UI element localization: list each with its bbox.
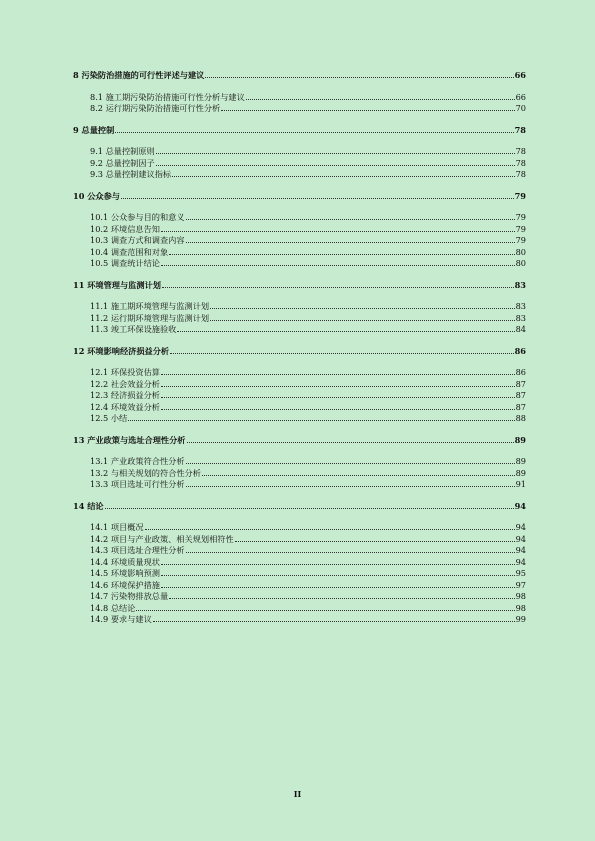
dot-leader: [186, 456, 515, 464]
toc-section-entry[interactable]: [73, 468, 526, 480]
toc-section-entry[interactable]: [73, 146, 526, 158]
dot-leader: [187, 435, 514, 443]
toc-entry-page: 89: [515, 456, 526, 466]
dot-leader: [170, 346, 513, 354]
toc-entry-page: 66: [514, 70, 526, 80]
toc-entry-page: 94: [515, 545, 526, 555]
toc-section-entry[interactable]: [73, 545, 526, 557]
dot-leader: [161, 390, 515, 398]
toc-entry-title: 8.2 运行期污染防治措施可行性分析: [90, 103, 221, 113]
toc-entry-page: 80: [515, 258, 526, 268]
toc-entry-title: 9.2 总量控制因子: [90, 157, 155, 168]
toc-entry-page: 94: [515, 522, 526, 532]
toc-entry-title: 14.2 项目与产业政策、相关规划相符性: [90, 533, 234, 544]
dot-leader: [161, 402, 515, 410]
toc-entry-page: 95: [515, 568, 526, 578]
toc-entry-page: 91: [515, 479, 526, 489]
toc-entry-title: 14 结论: [73, 500, 104, 511]
toc-entry-page: 98: [515, 591, 526, 601]
toc-section-entry[interactable]: [73, 456, 526, 468]
toc-entry-title: 10.2 环境信息告知: [90, 223, 160, 234]
toc-section-entry[interactable]: [73, 92, 526, 104]
toc-entry-title: 10.3 调查方式和调查内容: [90, 235, 185, 245]
dot-leader: [205, 70, 513, 78]
toc-entry-title: 10.1 公众参与目的和意义: [90, 212, 185, 222]
toc-entry-page: 86: [514, 345, 526, 356]
dot-leader: [235, 534, 515, 542]
toc-entry-page: 99: [515, 614, 526, 624]
toc-section-entry[interactable]: [73, 580, 526, 592]
dot-leader: [156, 146, 515, 154]
toc-entry-page: 66: [515, 91, 526, 102]
toc-entry-title: 12.3 经济损益分析: [90, 390, 160, 400]
toc-entry-page: 78: [515, 146, 526, 156]
toc-entry-title: 13.3 项目选址可行性分析: [90, 479, 185, 489]
dot-leader: [161, 367, 515, 375]
toc-entry-page: 79: [515, 212, 526, 222]
toc-section-entry[interactable]: [73, 367, 526, 379]
dot-leader: [169, 247, 514, 255]
toc-section-entry[interactable]: [73, 614, 526, 626]
toc-entry-title: 8 污染防治措施的可行性评述与建议: [73, 70, 205, 80]
toc-entry-page: 87: [515, 401, 526, 412]
toc-entry-page: 80: [515, 246, 526, 257]
toc-entry-title: 14.7 污染物排放总量: [90, 591, 169, 601]
toc-section-entry[interactable]: [73, 402, 526, 414]
toc-entry-page: 83: [515, 301, 526, 311]
dot-leader: [186, 212, 515, 220]
toc-section-entry[interactable]: [73, 169, 526, 181]
dot-leader: [153, 614, 515, 622]
toc-entry-title: 12 环境影响经济损益分析: [73, 345, 170, 356]
toc-entry-title: 11.2 运行期环境管理与监测计划: [90, 312, 210, 323]
toc-entry-title: 14.3 项目选址合理性分析: [90, 545, 185, 555]
dot-leader: [121, 191, 514, 199]
toc-section-entry[interactable]: [73, 247, 526, 259]
toc-entry-title: 11 环境管理与监测计划: [73, 279, 161, 290]
dot-leader: [177, 324, 514, 332]
toc-section-entry[interactable]: [73, 379, 526, 391]
toc-entry-title: 11.1 施工期环境管理与监测计划: [90, 301, 210, 311]
dot-leader: [169, 591, 514, 599]
toc-entry-page: 86: [515, 367, 526, 377]
dot-leader: [210, 313, 514, 321]
toc-entry-title: 8.1 施工期污染防治措施可行性分析与建议: [90, 91, 245, 102]
dot-leader: [161, 379, 515, 387]
toc-section-entry[interactable]: [73, 158, 526, 170]
toc-section-entry[interactable]: [73, 212, 526, 224]
dot-leader: [128, 413, 514, 421]
dot-leader: [105, 501, 514, 509]
dot-leader: [186, 545, 515, 553]
dot-leader: [145, 522, 515, 530]
toc-chapter-entry[interactable]: [73, 70, 526, 82]
toc-entry-page: 84: [515, 324, 526, 334]
toc-section-entry[interactable]: [73, 390, 526, 402]
toc-entry-title: 11.3 竣工环保设施验收: [90, 324, 177, 334]
toc-entry-title: 14.4 环境质量现状: [90, 556, 160, 567]
dot-leader: [246, 92, 515, 100]
dot-leader: [161, 568, 515, 576]
toc-section-entry[interactable]: [73, 258, 526, 270]
toc-entry-page: 87: [515, 378, 526, 389]
toc-entry-title: 9.1 总量控制原则: [90, 146, 155, 156]
toc-entry-title: 12.1 环保投资估算: [90, 367, 160, 377]
toc-chapter-entry[interactable]: [73, 191, 526, 203]
toc-entry-page: 88: [515, 413, 526, 423]
toc-entry-title: 10.4 调查范围和对象: [90, 246, 169, 257]
toc-section-entry[interactable]: [73, 568, 526, 580]
toc-entry-title: 14.9 要求与建议: [90, 614, 152, 624]
toc-entry-page: 79: [515, 235, 526, 245]
toc-entry-page: 79: [514, 190, 526, 201]
dot-leader: [162, 280, 514, 288]
dot-leader: [115, 125, 513, 133]
toc-entry-title: 14.5 环境影响预测: [90, 568, 160, 578]
dot-leader: [136, 603, 514, 611]
toc-chapter-entry[interactable]: [73, 501, 526, 513]
toc-entry-page: 89: [514, 434, 526, 445]
toc-entry-page: 78: [514, 124, 526, 135]
toc-section-entry[interactable]: [73, 534, 526, 546]
dot-leader: [161, 258, 515, 266]
toc-section-entry[interactable]: [73, 591, 526, 603]
dot-leader: [202, 468, 515, 476]
toc-chapter-entry[interactable]: [73, 280, 526, 292]
toc-chapter-entry[interactable]: [73, 346, 526, 358]
dot-leader: [156, 158, 515, 166]
toc-chapter-entry[interactable]: [73, 125, 526, 137]
toc-chapter-entry[interactable]: [73, 435, 526, 447]
toc-entry-page: 78: [515, 169, 526, 179]
toc-entry-page: 94: [514, 500, 526, 511]
toc-entry-page: 83: [515, 312, 526, 323]
toc-section-entry[interactable]: [73, 557, 526, 569]
toc-entry-page: 89: [515, 467, 526, 478]
toc-section-entry[interactable]: [73, 103, 526, 115]
dot-leader: [221, 103, 514, 111]
toc-entry-page: 87: [515, 390, 526, 400]
toc-section-entry[interactable]: [73, 522, 526, 534]
dot-leader: [172, 169, 514, 177]
dot-leader: [161, 580, 515, 588]
toc-entry-title: 13 产业政策与选址合理性分析: [73, 434, 186, 445]
toc-entry-title: 12.5 小结: [90, 413, 128, 423]
toc-entry-title: 14.1 项目概况: [90, 522, 144, 532]
toc-entry-page: 83: [514, 279, 526, 290]
dot-leader: [186, 235, 515, 243]
toc-section-entry[interactable]: [73, 235, 526, 247]
dot-leader: [210, 301, 514, 309]
toc-entry-title: 14.8 总结论: [90, 602, 136, 613]
toc-entry-page: 70: [515, 103, 526, 113]
table-of-contents: [73, 70, 526, 626]
toc-section-entry[interactable]: [73, 324, 526, 336]
dot-leader: [186, 479, 515, 487]
toc-entry-page: 94: [515, 533, 526, 544]
toc-entry-title: 13.1 产业政策符合性分析: [90, 456, 185, 466]
toc-entry-title: 10.5 调查统计结论: [90, 258, 160, 268]
toc-entry-page: 97: [515, 579, 526, 590]
toc-section-entry[interactable]: [73, 301, 526, 313]
toc-entry-title: 12.4 环境效益分析: [90, 401, 160, 412]
dot-leader: [161, 224, 515, 232]
toc-entry-title: 10 公众参与: [73, 190, 120, 201]
toc-entry-title: 9 总量控制: [73, 124, 115, 135]
toc-entry-page: 79: [515, 223, 526, 234]
toc-entry-title: 12.2 社会效益分析: [90, 378, 160, 389]
dot-leader: [161, 557, 515, 565]
toc-entry-page: 98: [515, 602, 526, 613]
toc-section-entry[interactable]: [73, 479, 526, 491]
toc-entry-title: 9.3 总量控制建议指标: [90, 169, 172, 179]
toc-section-entry[interactable]: [73, 313, 526, 325]
toc-section-entry[interactable]: [73, 603, 526, 615]
toc-entry-page: 94: [515, 556, 526, 567]
page-number: II: [293, 789, 302, 799]
toc-entry-title: 14.6 环境保护措施: [90, 579, 160, 590]
toc-entry-title: 13.2 与相关规划的符合性分析: [90, 467, 201, 478]
toc-entry-page: 78: [515, 157, 526, 168]
toc-section-entry[interactable]: [73, 224, 526, 236]
toc-section-entry[interactable]: [73, 413, 526, 425]
